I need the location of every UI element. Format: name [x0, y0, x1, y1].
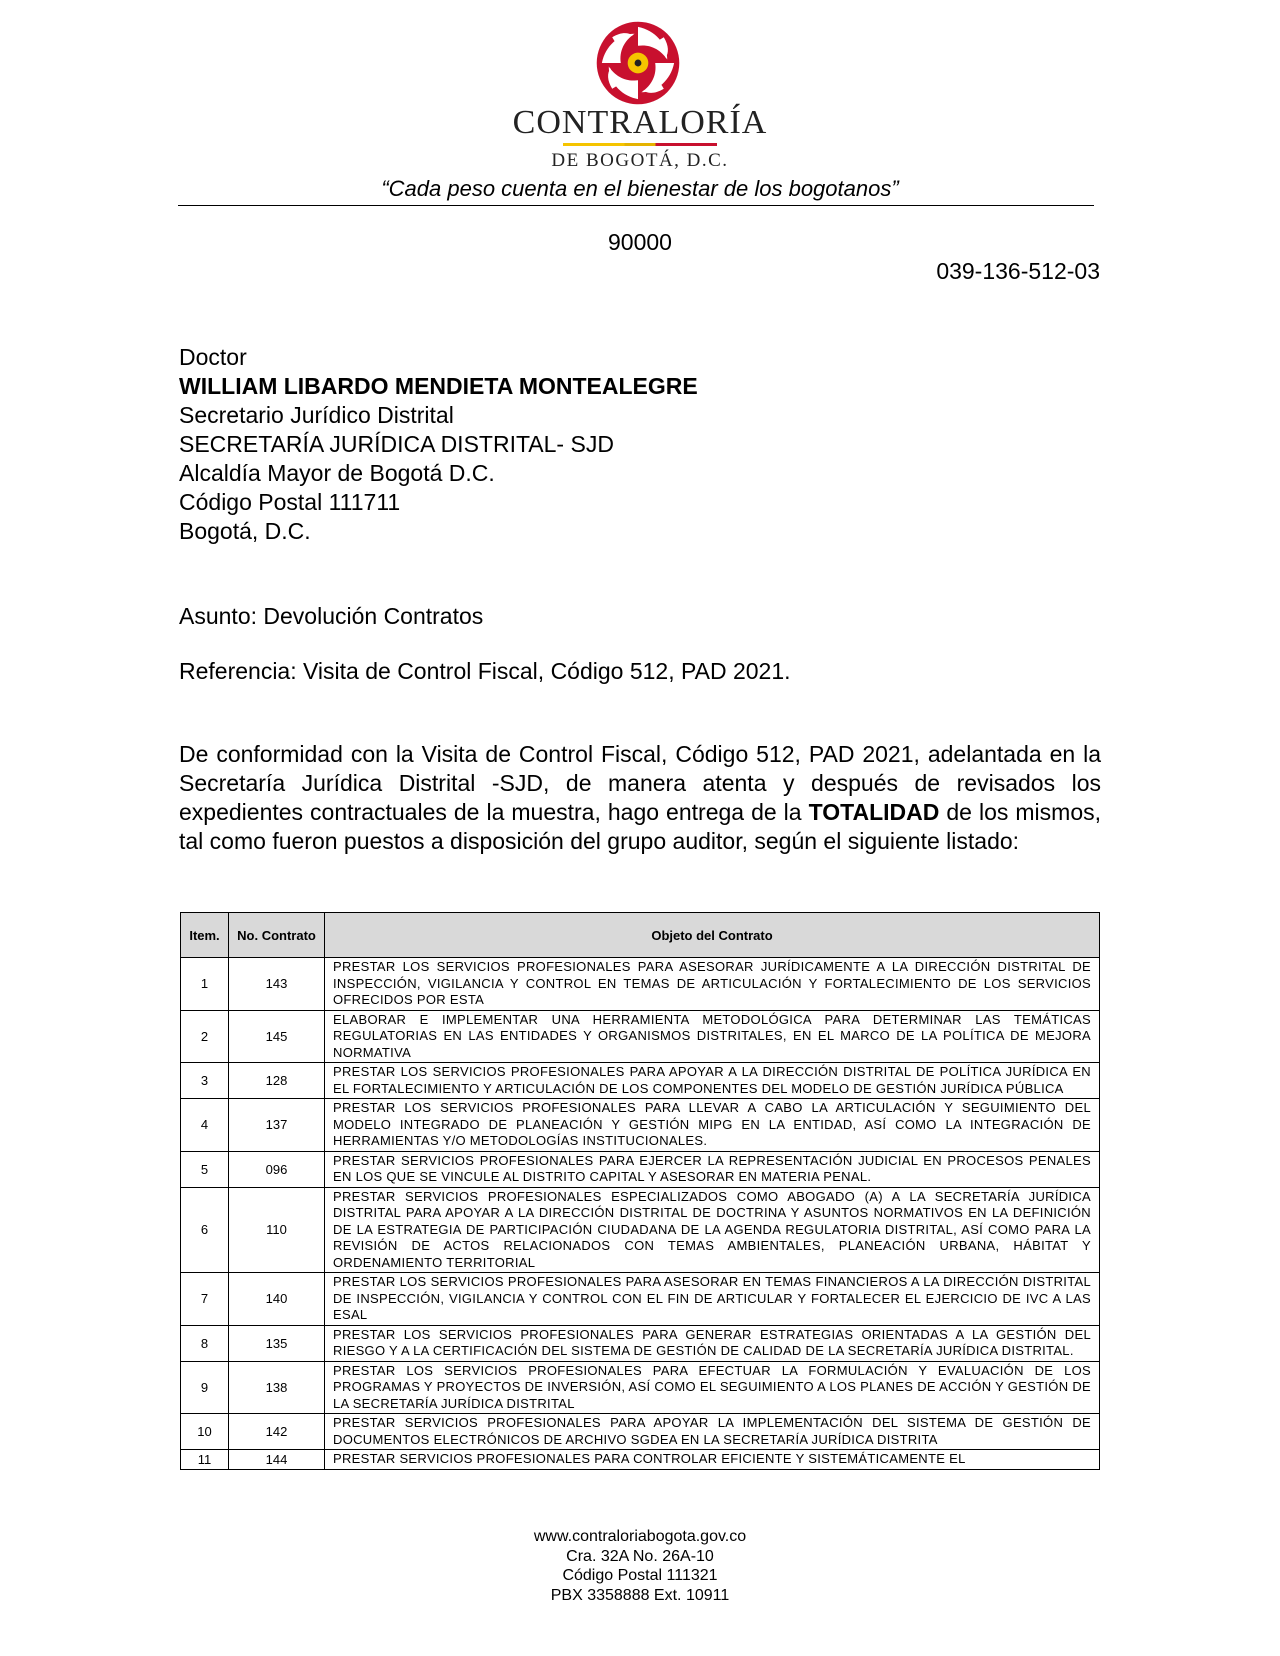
- recipient-name: WILLIAM LIBARDO MENDIETA MONTEALEGRE: [179, 373, 698, 399]
- header-contract-object: Objeto del Contrato: [325, 913, 1100, 958]
- row-item: 10: [181, 1414, 229, 1450]
- recipient-position: Secretario Jurídico Distrital: [179, 402, 454, 428]
- contracts-table: [180, 912, 1100, 1470]
- row-contract-object: PRESTAR LOS SERVICIOS PROFESIONALES PARA ASESORAR JURÍDICAMENTE A LA DIRECCIÓN DISTRITAL DE INSPECCIÓN, VIGILANCIA Y CONTROL EN TEMAS DE ARTICULACIÓN Y FORTALECIMIENTO DE LOS SERVICIOS OFRECIDOS POR ESTA: [325, 958, 1100, 1011]
- reference-line: Referencia: Visita de Control Fiscal, Código 512, PAD 2021.: [179, 658, 791, 684]
- table-row: [181, 1450, 1100, 1470]
- footer-phone: PBX 3358888 Ext. 10911: [550, 1586, 730, 1604]
- footer-website: www.contraloriabogota.gov.co: [533, 1528, 747, 1545]
- body-text-after: de los mismos, tal como fueron puestos a disposición del grupo auditor, según el siguiente listado:: [179, 799, 1102, 854]
- row-contract-number: 145: [229, 1010, 325, 1063]
- footer: [0, 1527, 1280, 1605]
- row-contract-object: PRESTAR LOS SERVICIOS PROFESIONALES PARA APOYAR A LA DIRECCIÓN DISTRITAL DE POLÍTICA JURÍDICA EN EL FORTALECIMIENTO Y ARTICULACIÓN DE LOS COMPONENTES DEL MODELO DE GESTIÓN JURÍDICA PÚBLICA: [325, 1063, 1100, 1099]
- row-item: 3: [181, 1063, 229, 1099]
- row-contract-object: ELABORAR E IMPLEMENTAR UNA HERRAMIENTA METODOLÓGICA PARA DETERMINAR LAS TEMÁTICAS REGULATORIAS EN LAS ENTIDADES Y ORGANISMOS DISTRITALES, EN EL MARCO DE LA POLÍTICA DE MEJORA NORMATIVA: [325, 1010, 1100, 1063]
- table-row: [181, 1414, 1100, 1450]
- subject-line: Asunto: Devolución Contratos: [179, 603, 484, 629]
- table-row: [181, 1063, 1100, 1099]
- row-contract-number: 138: [229, 1361, 325, 1414]
- row-contract-object: PRESTAR SERVICIOS PROFESIONALES PARA APOYAR LA IMPLEMENTACIÓN DEL SISTEMA DE GESTIÓN DE DOCUMENTOS ELECTRÓNICOS DE ARCHIVO SGDEA EN LA SECRETARÍA JURÍDICA DISTRITA: [325, 1414, 1100, 1450]
- row-item: 5: [181, 1151, 229, 1187]
- brand-name: CONTRALORÍA: [512, 104, 768, 141]
- recipient-city: Bogotá, D.C.: [179, 518, 311, 544]
- row-item: 11: [181, 1450, 229, 1470]
- recipient-block: [179, 343, 698, 546]
- row-item: 2: [181, 1010, 229, 1063]
- row-item: 7: [181, 1273, 229, 1326]
- table-row: [181, 1099, 1100, 1152]
- row-contract-object: PRESTAR SERVICIOS PROFESIONALES PARA CONTROLAR EFICIENTE Y SISTEMÁTICAMENTE EL: [325, 1450, 1100, 1470]
- letterhead: [0, 0, 1280, 210]
- table-row: [181, 1361, 1100, 1414]
- row-item: 4: [181, 1099, 229, 1152]
- header-divider: [178, 205, 1094, 206]
- row-contract-object: PRESTAR LOS SERVICIOS PROFESIONALES PARA EFECTUAR LA FORMULACIÓN Y EVALUACIÓN DE LOS PROGRAMAS Y PROYECTOS DE INVERSIÓN, ASÍ COMO EL SEGUIMIENTO A LOS PLANES DE ACCIÓN Y GESTIÓN DE LA SECRETARÍA JURÍDICA DISTRITAL: [325, 1361, 1100, 1414]
- row-item: 1: [181, 958, 229, 1011]
- recipient-entity: SECRETARÍA JURÍDICA DISTRITAL- SJD: [179, 431, 614, 457]
- row-contract-number: 143: [229, 958, 325, 1011]
- row-item: 8: [181, 1325, 229, 1361]
- row-contract-number: 128: [229, 1063, 325, 1099]
- body-text-before: De conformidad con la Visita de Control Fiscal, Código 512, PAD 2021, adelantada en la Secretaría Jurídica Distrital -SJD, de manera atenta y después de revisados los expedientes contractuales de la muestra, hago entrega de la: [179, 741, 1101, 825]
- row-contract-object: PRESTAR SERVICIOS PROFESIONALES PARA EJERCER LA REPRESENTACIÓN JUDICIAL EN PROCESOS PENALES EN LOS QUE SE VINCULE AL DISTRITO CAPITAL Y ASESORAR EN MATERIA PENAL.: [325, 1151, 1100, 1187]
- contraloria-spiral-logo-icon: [595, 20, 681, 106]
- table-row: [181, 958, 1100, 1011]
- table-row: [181, 1273, 1100, 1326]
- row-contract-number: 144: [229, 1450, 325, 1470]
- footer-address: Cra. 32A No. 26A-10: [566, 1547, 714, 1565]
- row-contract-number: 142: [229, 1414, 325, 1450]
- table-row: [181, 1010, 1100, 1063]
- row-contract-number: 140: [229, 1273, 325, 1326]
- row-contract-number: 110: [229, 1187, 325, 1273]
- table-header-row: [181, 913, 1100, 958]
- document-code-2: 039-136-512-03: [936, 258, 1100, 284]
- table-row: [181, 1325, 1100, 1361]
- brand-color-bar: [563, 143, 717, 146]
- row-contract-object: PRESTAR SERVICIOS PROFESIONALES ESPECIALIZADOS COMO ABOGADO (A) A LA SECRETARÍA JURÍDICA DISTRITAL PARA APOYAR A LA DIRECCIÓN DISTRITAL DE DOCTRINA Y ASUNTOS NORMATIVOS EN LA DEFINICIÓN DE LA ESTRATEGIA DE PARTICIPACIÓN CIUDADANA DE LA AGENDA REGULATORIA DISTRITAL, ASÍ COMO PARA LA REVISIÓN DE ACTOS RELACIONADOS CON TEMAS AMBIENTALES, PLANEACIÓN URBANA, HÁBITAT Y ORDENAMIENTO TERRITORIAL: [325, 1187, 1100, 1273]
- footer-postal: Código Postal 111321: [562, 1567, 718, 1584]
- table-row: [181, 1187, 1100, 1273]
- row-contract-object: PRESTAR LOS SERVICIOS PROFESIONALES PARA LLEVAR A CABO LA ARTICULACIÓN Y SEGUIMIENTO DEL MODELO INTEGRADO DE PLANEACIÓN Y GESTIÓN MIPG EN LA ENTIDAD, ASÍ COMO LA INTEGRACIÓN DE HERRAMIENTAS Y/O METODOLOGÍAS INSTITUCIONALES.: [325, 1099, 1100, 1152]
- body-paragraph: [179, 740, 1101, 856]
- row-item: 6: [181, 1187, 229, 1273]
- header-item: Item.: [181, 913, 229, 958]
- row-contract-number: 137: [229, 1099, 325, 1152]
- recipient-postal: Código Postal 111711: [179, 489, 401, 515]
- row-contract-number: 135: [229, 1325, 325, 1361]
- recipient-title: Doctor: [179, 344, 247, 370]
- row-contract-object: PRESTAR LOS SERVICIOS PROFESIONALES PARA GENERAR ESTRATEGIAS ORIENTADAS A LA GESTIÓN DEL RIESGO Y A LA CERTIFICACIÓN DEL SISTEMA DE GESTIÓN DE CALIDAD DE LA SECRETARÍA JURÍDICA DISTRITAL.: [325, 1325, 1100, 1361]
- brand-subtitle: DE BOGOTÁ, D.C.: [551, 150, 729, 171]
- row-contract-number: 096: [229, 1151, 325, 1187]
- recipient-org: Alcaldía Mayor de Bogotá D.C.: [179, 460, 495, 486]
- document-code-1: 90000: [608, 229, 672, 255]
- header-contract-number: No. Contrato: [229, 913, 325, 958]
- body-text-bold: TOTALIDAD: [808, 799, 940, 825]
- row-contract-object: PRESTAR LOS SERVICIOS PROFESIONALES PARA ASESORAR EN TEMAS FINANCIEROS A LA DIRECCIÓN DISTRITAL DE INSPECCIÓN, VIGILANCIA Y CONTROL CON EL FIN DE ARTICULAR Y FORTALECER EL EJERCICIO DE IVC A LAS ESAL: [325, 1273, 1100, 1326]
- motto: “Cada peso cuenta en el bienestar de los bogotanos”: [381, 176, 899, 201]
- table-row: [181, 1151, 1100, 1187]
- row-item: 9: [181, 1361, 229, 1414]
